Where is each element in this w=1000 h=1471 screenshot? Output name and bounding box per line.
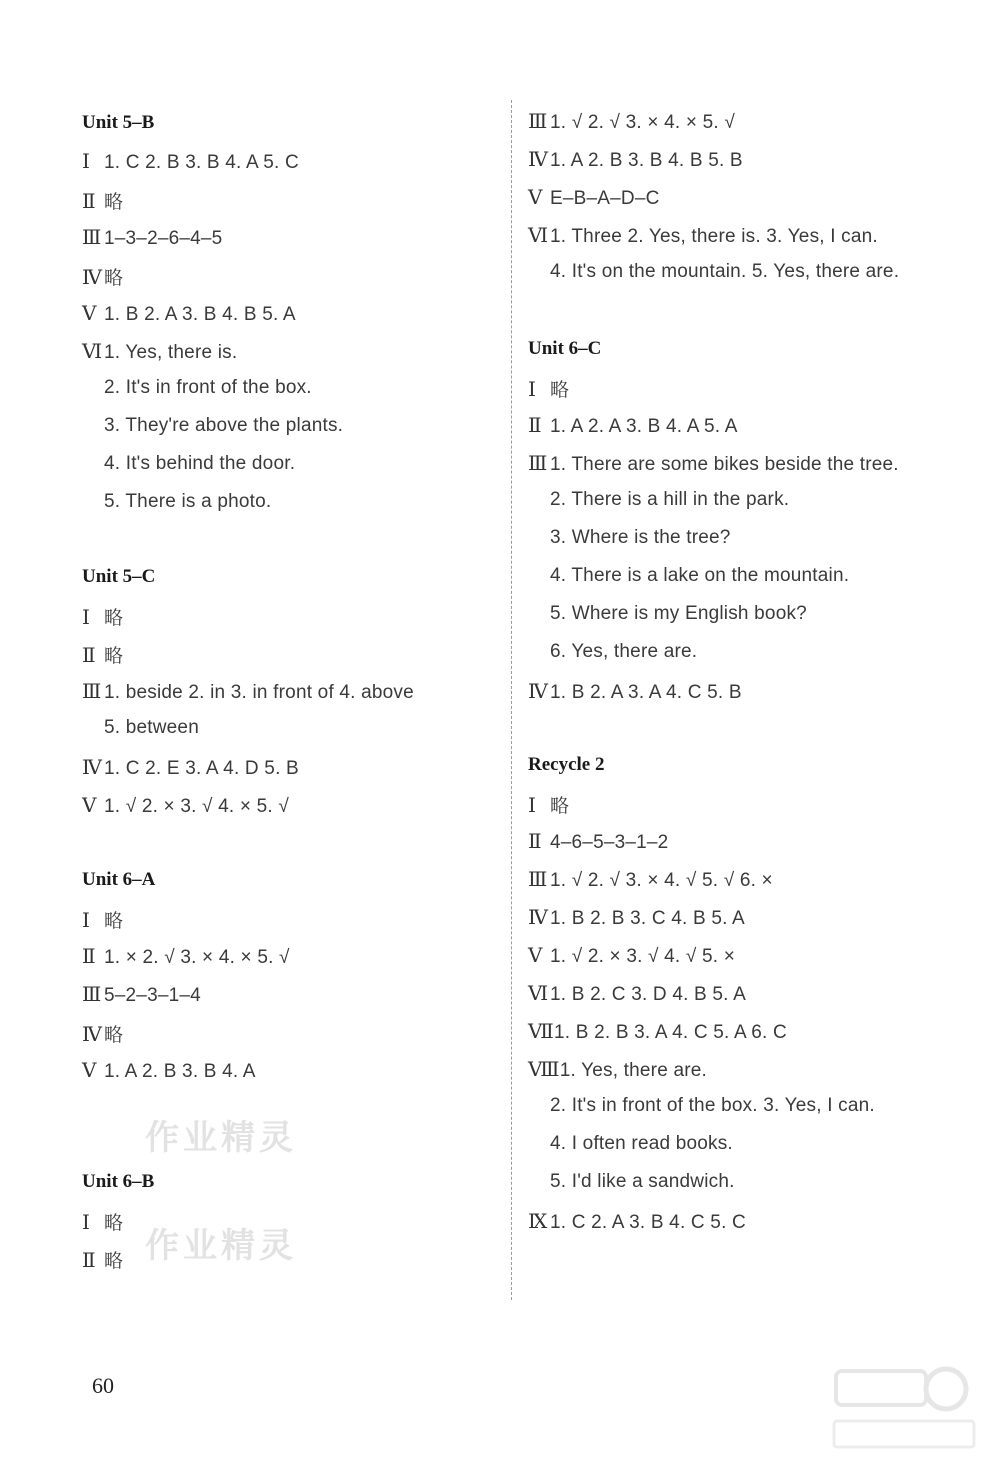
roman-numeral: Ⅳ bbox=[528, 907, 549, 929]
section-heading: Unit 6–B bbox=[82, 1171, 155, 1192]
answer-text: 略 bbox=[550, 380, 570, 401]
roman-numeral: Ⅳ bbox=[82, 267, 103, 289]
watermark-stamp: 作业精灵 bbox=[145, 1118, 297, 1158]
answer-line bbox=[528, 1209, 746, 1234]
answer-line bbox=[550, 489, 789, 511]
answer-text: 5. There is a photo. bbox=[104, 491, 272, 512]
roman-numeral: Ⅰ bbox=[528, 795, 537, 817]
answer-text: 略 bbox=[104, 1025, 124, 1046]
answer-text: 3. Where is the tree? bbox=[550, 527, 731, 548]
roman-numeral: Ⅶ bbox=[528, 1021, 555, 1043]
answer-line bbox=[528, 223, 878, 248]
answer-text: 2. There is a hill in the park. bbox=[550, 489, 790, 510]
answer-line bbox=[550, 565, 849, 587]
answer-text: 4. It's behind the door. bbox=[104, 453, 296, 474]
answer-line bbox=[82, 225, 222, 250]
answer-text: 1. A 2. B 3. B 4. A bbox=[104, 1061, 256, 1082]
roman-numeral: Ⅱ bbox=[528, 831, 542, 853]
answer-line bbox=[528, 375, 569, 402]
answer-text: 2. It's in front of the box. 3. Yes, I can. bbox=[550, 1095, 875, 1116]
watermark-stamp: 作业精灵 bbox=[145, 1226, 297, 1266]
roman-numeral: Ⅲ bbox=[82, 681, 102, 703]
answer-text: 1. Yes, there is. bbox=[104, 342, 238, 363]
answer-text: 略 bbox=[104, 646, 124, 667]
answer-text: 4–6–5–3–1–2 bbox=[550, 832, 669, 853]
section-heading: Recycle 2 bbox=[528, 754, 605, 775]
answer-text: 5. I'd like a sandwich. bbox=[550, 1171, 735, 1192]
answer-line bbox=[528, 185, 660, 210]
roman-numeral: Ⅴ bbox=[82, 1060, 97, 1082]
answer-line bbox=[104, 453, 295, 475]
answer-line bbox=[104, 377, 312, 399]
answer-line bbox=[528, 905, 745, 930]
answer-text: 4. There is a lake on the mountain. bbox=[550, 565, 850, 586]
answer-text: 略 bbox=[104, 192, 124, 213]
answer-text: 1. beside 2. in 3. in front of 4. above bbox=[104, 682, 414, 703]
answer-line bbox=[82, 982, 201, 1007]
answer-text: 1. B 2. C 3. D 4. B 5. A bbox=[550, 984, 746, 1005]
answer-line bbox=[528, 413, 738, 438]
answer-line bbox=[104, 415, 343, 437]
answer-text: 1–3–2–6–4–5 bbox=[104, 228, 223, 249]
answer-line bbox=[528, 943, 735, 968]
roman-numeral: Ⅲ bbox=[528, 111, 548, 133]
roman-numeral: Ⅲ bbox=[82, 984, 102, 1006]
answer-line bbox=[82, 1058, 256, 1083]
answer-text: 3. They're above the plants. bbox=[104, 415, 344, 436]
answer-line bbox=[528, 147, 743, 172]
answer-text: 略 bbox=[550, 796, 570, 817]
answer-line bbox=[550, 527, 731, 549]
answer-line bbox=[550, 603, 807, 625]
answer-text: 6. Yes, there are. bbox=[550, 641, 698, 662]
answer-line bbox=[528, 829, 668, 854]
column-divider bbox=[511, 100, 512, 1300]
roman-numeral: Ⅵ bbox=[82, 341, 103, 363]
answer-text: 1. C 2. A 3. B 4. C 5. C bbox=[550, 1212, 746, 1233]
roman-numeral: Ⅲ bbox=[82, 227, 102, 249]
answer-text: 略 bbox=[104, 608, 124, 629]
roman-numeral: Ⅰ bbox=[82, 151, 91, 173]
answer-text: 1. A 2. B 3. B 4. B 5. B bbox=[550, 150, 743, 171]
roman-numeral: Ⅸ bbox=[528, 1211, 548, 1233]
section-heading: Unit 5–B bbox=[82, 112, 155, 133]
answer-text: 略 bbox=[104, 268, 124, 289]
answer-text: 1. Yes, there are. bbox=[559, 1060, 707, 1081]
answer-text: 1. B 2. B 3. A 4. C 5. A 6. C bbox=[554, 1022, 787, 1043]
answer-line bbox=[82, 339, 237, 364]
answer-text: 5–2–3–1–4 bbox=[104, 985, 201, 1006]
roman-numeral: Ⅳ bbox=[82, 1024, 103, 1046]
roman-numeral: Ⅱ bbox=[82, 946, 96, 968]
roman-numeral: Ⅲ bbox=[528, 453, 548, 475]
answer-text: 1. C 2. B 3. B 4. A 5. C bbox=[104, 152, 299, 173]
roman-numeral: Ⅴ bbox=[528, 945, 543, 967]
roman-numeral: Ⅰ bbox=[528, 379, 537, 401]
roman-numeral: Ⅳ bbox=[528, 149, 549, 171]
answer-line bbox=[528, 981, 746, 1006]
page-number: 60 bbox=[92, 1373, 114, 1398]
roman-numeral: Ⅰ bbox=[82, 1212, 91, 1234]
roman-numeral: Ⅴ bbox=[82, 795, 97, 817]
answer-line bbox=[528, 1057, 707, 1082]
answer-text: 略 bbox=[104, 911, 124, 932]
answer-text: 略 bbox=[104, 1213, 124, 1234]
answer-text: 1. A 2. A 3. B 4. A 5. A bbox=[550, 416, 738, 437]
roman-numeral: Ⅴ bbox=[528, 187, 543, 209]
answer-line bbox=[528, 451, 899, 476]
answer-text: 略 bbox=[104, 1251, 124, 1272]
answer-text: 1. √ 2. √ 3. × 4. × 5. √ bbox=[550, 112, 736, 133]
section-heading: Unit 5–C bbox=[82, 566, 156, 587]
answer-text: 1. B 2. A 3. B 4. B 5. A bbox=[104, 304, 296, 325]
answer-line bbox=[82, 944, 290, 969]
answer-line bbox=[550, 641, 697, 663]
roman-numeral: Ⅴ bbox=[82, 303, 97, 325]
answer-line bbox=[528, 867, 773, 892]
answer-line bbox=[104, 717, 199, 739]
roman-numeral: Ⅱ bbox=[82, 1250, 96, 1272]
answer-line bbox=[528, 791, 569, 818]
answer-text: 4. It's on the mountain. 5. Yes, there are. bbox=[550, 261, 900, 282]
roman-numeral: Ⅱ bbox=[528, 415, 542, 437]
answer-text: 1. There are some bikes beside the tree. bbox=[550, 454, 899, 475]
answer-line bbox=[82, 149, 299, 174]
answer-text: 1. × 2. √ 3. × 4. × 5. √ bbox=[104, 947, 290, 968]
roman-numeral: Ⅰ bbox=[82, 607, 91, 629]
answer-line bbox=[104, 491, 271, 513]
answer-circle-logo bbox=[828, 1359, 978, 1459]
answer-text: 1. √ 2. × 3. √ 4. √ 5. × bbox=[550, 946, 736, 967]
answer-line bbox=[82, 679, 414, 704]
answer-line bbox=[82, 1020, 123, 1047]
answer-text: 1. B 2. B 3. C 4. B 5. A bbox=[550, 908, 745, 929]
answer-line bbox=[82, 603, 123, 630]
answer-line bbox=[550, 1133, 733, 1155]
answer-line bbox=[550, 261, 899, 283]
answer-text: 2. It's in front of the box. bbox=[104, 377, 312, 398]
answer-line bbox=[550, 1095, 875, 1117]
section-heading: Unit 6–C bbox=[528, 338, 602, 359]
answer-line bbox=[528, 679, 742, 704]
answer-line bbox=[82, 906, 123, 933]
answer-text: 1. √ 2. √ 3. × 4. √ 5. √ 6. × bbox=[550, 870, 773, 891]
roman-numeral: Ⅷ bbox=[528, 1059, 560, 1081]
answer-text: 1. C 2. E 3. A 4. D 5. B bbox=[104, 758, 299, 779]
answer-text: 1. Three 2. Yes, there is. 3. Yes, I can. bbox=[550, 226, 878, 247]
answer-line bbox=[82, 1246, 123, 1273]
roman-numeral: Ⅵ bbox=[528, 983, 549, 1005]
roman-numeral: Ⅱ bbox=[82, 191, 96, 213]
answer-text: 5. Where is my English book? bbox=[550, 603, 807, 624]
roman-numeral: Ⅱ bbox=[82, 645, 96, 667]
answer-line bbox=[82, 1208, 123, 1235]
answer-line bbox=[82, 641, 123, 668]
roman-numeral: Ⅲ bbox=[528, 869, 548, 891]
answer-text: 1. B 2. A 3. A 4. C 5. B bbox=[550, 682, 742, 703]
answer-line bbox=[82, 793, 289, 818]
answer-line bbox=[82, 187, 123, 214]
roman-numeral: Ⅵ bbox=[528, 225, 549, 247]
answer-text: 1. √ 2. × 3. √ 4. × 5. √ bbox=[104, 796, 290, 817]
answer-line bbox=[528, 109, 735, 134]
roman-numeral: Ⅳ bbox=[82, 757, 103, 779]
answer-text: 5. between bbox=[104, 717, 199, 738]
answer-text: E–B–A–D–C bbox=[550, 188, 660, 209]
answer-line bbox=[82, 263, 123, 290]
answer-line bbox=[82, 755, 299, 780]
answer-text: 4. I often read books. bbox=[550, 1133, 733, 1154]
roman-numeral: Ⅰ bbox=[82, 910, 91, 932]
answer-line bbox=[528, 1019, 787, 1044]
answer-line bbox=[82, 301, 296, 326]
roman-numeral: Ⅳ bbox=[528, 681, 549, 703]
answer-line bbox=[550, 1171, 735, 1193]
section-heading: Unit 6–A bbox=[82, 869, 156, 890]
